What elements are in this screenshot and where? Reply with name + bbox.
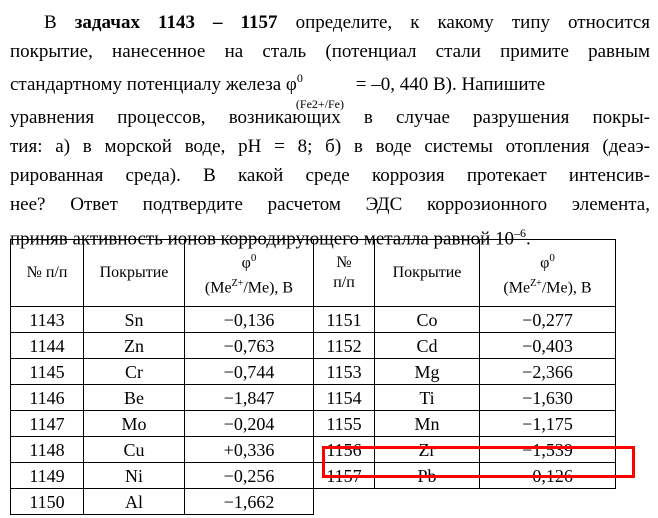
phi-sub: (Fe2+/Fe) (295, 97, 344, 112)
cell-number: 1154 (314, 385, 375, 411)
cell-number: 1145 (11, 359, 84, 385)
cell-coating: Al (84, 489, 185, 515)
cell-coating: Mn (375, 411, 480, 437)
num-sign: № (336, 254, 352, 271)
header-coating-right: Покрытие (375, 240, 480, 307)
cell-potential: −0,277 (480, 307, 616, 333)
cell-potential: −0,256 (185, 463, 314, 489)
cell-coating: Zn (84, 333, 185, 359)
cell-potential: −0,763 (185, 333, 314, 359)
text-line-5: тия: а) в морской воде, pH = 8; б) в воде системы отопления (деаэ- (10, 136, 650, 157)
phi-sup: 0 (296, 71, 303, 85)
table-header-row (11, 240, 616, 307)
header-coating: Покрытие (84, 240, 185, 307)
text-line-6: рированная среда). В какой среде коррозия протекает интенсив- (10, 165, 650, 186)
cell-coating: Cd (375, 333, 480, 359)
table-row (11, 385, 616, 411)
unit-a: (Me (204, 278, 232, 296)
cell-coating: Cu (84, 437, 185, 463)
cell-number: 1144 (11, 333, 84, 359)
cell-number: 1153 (314, 359, 375, 385)
cell-number: 1150 (11, 489, 84, 515)
cell-number: 1157 (314, 463, 375, 489)
text-line-1-rest: определите, к какому типу относится (295, 12, 651, 33)
cell-potential: −1,175 (480, 411, 616, 437)
cell-potential: +0,336 (185, 437, 314, 463)
cell-potential: −0,403 (480, 333, 616, 359)
cell-coating: Mo (84, 411, 185, 437)
unit-sup: Z+ (231, 277, 244, 289)
cell-potential: −0,136 (185, 307, 314, 333)
phi-index (297, 66, 351, 115)
highlight-box (322, 446, 635, 478)
table-row (11, 411, 616, 437)
unit-sup: Z+ (530, 277, 542, 289)
cell-coating: Mg (375, 359, 480, 385)
unit-a: (Me (503, 278, 531, 296)
text-line-3 (10, 66, 650, 112)
cell-coating: Ti (375, 385, 480, 411)
text-line-3-pre: стандартному потенциалу железа φ (10, 74, 297, 95)
text-line-1 (10, 8, 650, 37)
header-potential (185, 240, 314, 307)
text-line-7: нее? Ответ подтвердите расчетом ЭДС коррозионного элемента, (10, 194, 650, 215)
text-line-8-main: приняв активность ионов корродирующего металла равной 10 (10, 228, 515, 250)
cell-coating: Cr (84, 359, 185, 385)
table-row (11, 359, 616, 385)
cell-number: 1152 (314, 333, 375, 359)
cell-potential: −0,204 (185, 411, 314, 437)
phi-zero: 0 (549, 252, 555, 265)
cell-number: 1151 (314, 307, 375, 333)
cell-coating: Ni (84, 463, 185, 489)
cell-potential: −1,662 (185, 489, 314, 515)
cell-coating: Co (375, 307, 480, 333)
num-abbr: п/п (333, 274, 355, 291)
text-line-4: уравнения процессов, возникающих в случае разрушения покры- (10, 107, 650, 128)
cell-potential: −1,630 (480, 385, 616, 411)
table-row (11, 333, 616, 359)
cell-number: 1148 (11, 437, 84, 463)
phi-symbol: φ (540, 254, 550, 272)
cell-number: 1156 (314, 437, 375, 463)
cell-empty (480, 489, 616, 515)
cell-coating: Zr (375, 437, 480, 463)
cell-empty (375, 489, 480, 515)
header-number-right (314, 240, 375, 307)
phi-symbol: φ (241, 254, 251, 272)
header-number: № п/п (11, 240, 84, 307)
text-lead: В (44, 12, 57, 33)
unit-b: /Me), В (243, 278, 294, 296)
phi-zero: 0 (250, 252, 257, 265)
cell-potential: −0,744 (185, 359, 314, 385)
text-line-3-post: = –0, 440 В). Напишите (355, 74, 546, 95)
text-line-8-end: . (526, 228, 531, 250)
cell-empty (314, 489, 375, 515)
header-potential-right (480, 240, 616, 307)
cell-potential: −1,847 (185, 385, 314, 411)
cell-coating: Pb (375, 463, 480, 489)
cell-number: 1155 (314, 411, 375, 437)
cell-number: 1143 (11, 307, 84, 333)
cell-potential: −2,366 (480, 359, 616, 385)
problem-text (10, 8, 650, 248)
cell-coating: Be (84, 385, 185, 411)
text-line-2: покрытие, нанесенное на сталь (потенциал стали примите равным (10, 41, 650, 62)
cell-coating: Sn (84, 307, 185, 333)
cell-potential: −0,126 (480, 463, 616, 489)
table-row (11, 489, 616, 515)
exponent: –6 (514, 226, 527, 240)
cell-number: 1146 (11, 385, 84, 411)
cell-number: 1147 (11, 411, 84, 437)
cell-potential: −1,539 (480, 437, 616, 463)
problem-range: задачах 1143 – 1157 (74, 12, 278, 33)
cell-number: 1149 (11, 463, 84, 489)
unit-b: /Me), В (541, 278, 592, 296)
table-row (11, 307, 616, 333)
